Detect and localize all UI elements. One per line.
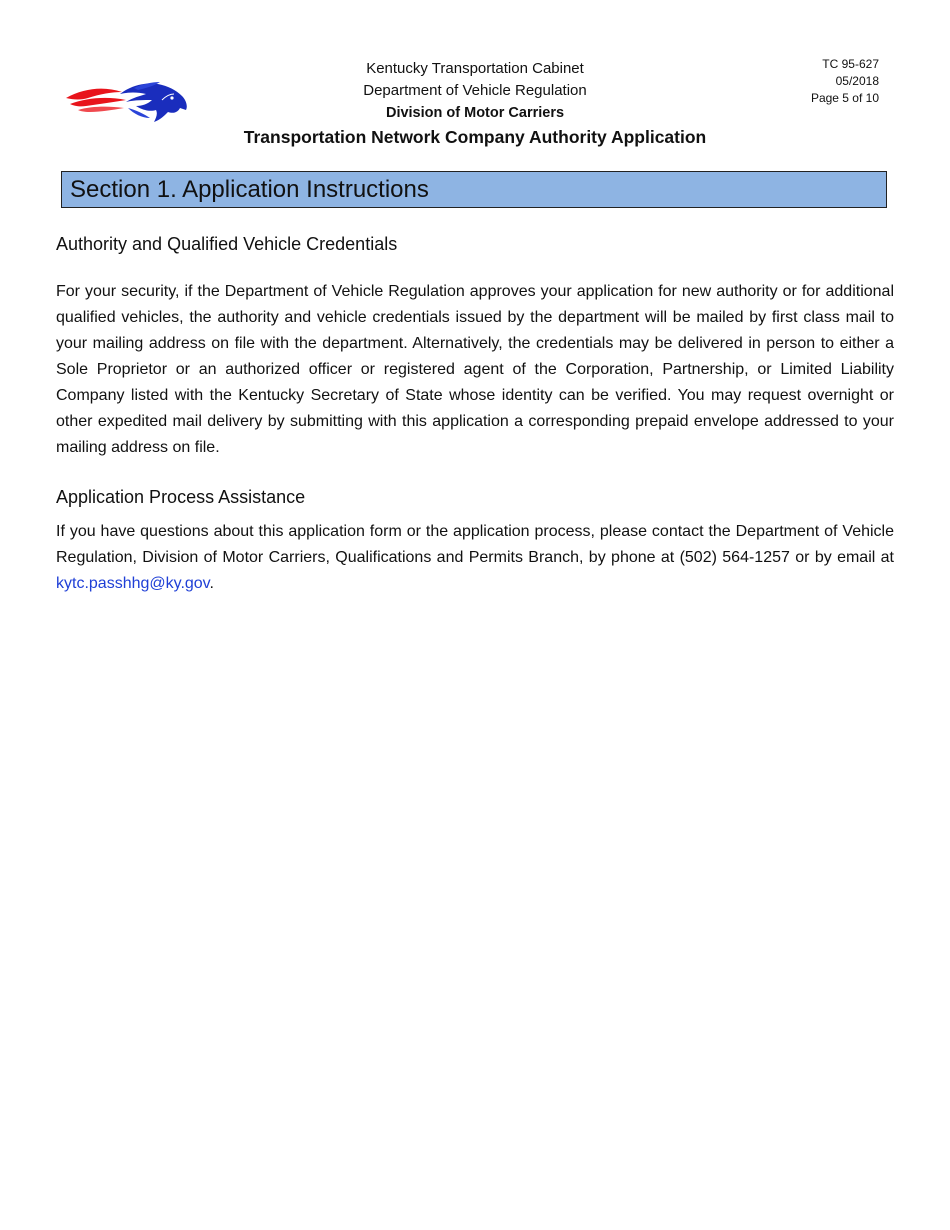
division-name: Division of Motor Carriers (385, 105, 565, 121)
assistance-body-block (56, 519, 894, 597)
credentials-heading: Authority and Qualified Vehicle Credentials (56, 234, 398, 254)
form-meta (811, 56, 879, 107)
contact-email-link[interactable]: kytc.passhhg@ky.gov (56, 575, 210, 592)
org-line-1: Kentucky Transportation Cabinet (366, 60, 584, 77)
assistance-heading: Application Process Assistance (56, 487, 306, 507)
document-header (200, 58, 750, 150)
assistance-section (56, 485, 894, 509)
kytc-horse-logo-icon (64, 80, 192, 126)
section-title-banner: Section 1. Application Instructions (61, 171, 887, 208)
credentials-body: For your security, if the Department of Vehicle Regulation approves your application for new authority or for additional qualified vehicles, the authority and vehicle credentials issued by the department will be mailed by first class mail to your mailing address on file with the department. Alternatively, the credentials may be delivered in person to either a Sole Proprietor or an authorized officer or registered agent of the Corporation, Partnership, or Limited Liability Company listed with the Kentucky Secretary of State whose identity can be verified. You may request overnight or other expedited mail delivery by submitting with this application a corresponding prepaid envelope addressed to your mailing address on file. (56, 283, 894, 456)
assistance-body-text: If you have questions about this application form or the application process, please contact the Department of Vehicle Regulation, Division of Motor Carriers, Qualifications and Permits Branch, by phone at (502) 564-1257 or by email at (56, 523, 894, 566)
form-date: 05/2018 (835, 74, 879, 88)
application-title: Transportation Network Company Authority Application (243, 127, 707, 147)
credentials-section (56, 232, 894, 256)
page-number: Page 5 of 10 (810, 91, 879, 105)
assistance-body-end: . (209, 575, 214, 592)
org-line-2: Department of Vehicle Regulation (363, 82, 587, 99)
form-number: TC 95-627 (822, 57, 879, 71)
assistance-body (56, 519, 894, 597)
credentials-body-block (56, 279, 894, 461)
